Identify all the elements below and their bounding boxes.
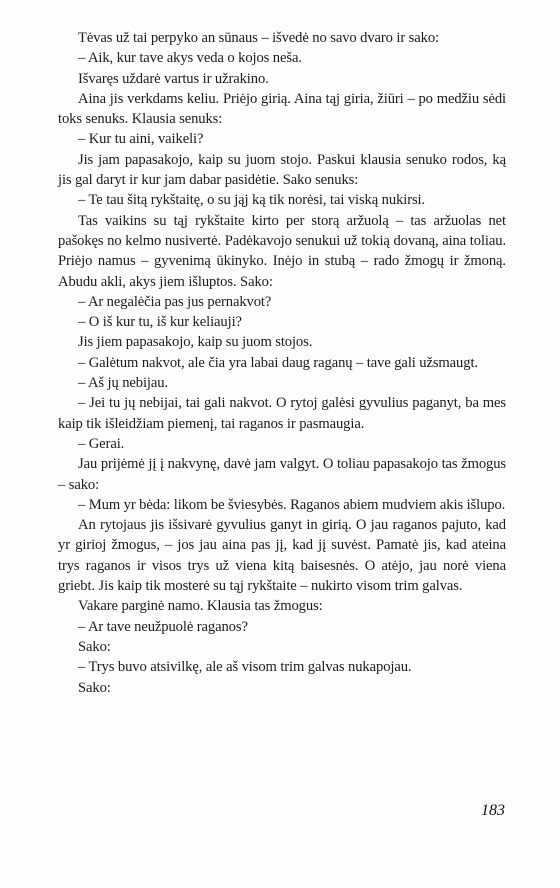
paragraph-11: Jis jiem papasakojo, kaip su juom stojos. [78, 334, 313, 351]
paragraph-18: An rytojaus jis išsivarė gyvulius ganyt in girią. O jau raganos pajuto, kad yr girioj žmogus, – jos jau aina pas jį, kad jį suvėst. Pamatė jis, kad ateina trys raganos ir visos trys už viena kitą baisesnės. O atėjo, jau norė viena griebt. Jis kaip tik mosterė su tąj rykštaite – nukirto visom trim galvas. [58, 517, 506, 595]
paragraph-4: Aina jis verkdams keliu. Priėjo girią. Aina tąj giria, žiūri – po medžiu sėdi toks senuks. Klausia senuks: [58, 90, 506, 128]
paragraph-5: – Kur tu aini, vaikeli? [78, 131, 204, 148]
paragraph-12: – Galėtum nakvot, ale čia yra labai daug raganų – tave gali užsmaugt. [78, 354, 478, 371]
paragraph-6: Jis jam papasakojo, kaip su juom stojo. Paskui klausia senuko rodos, ką jis gal daryt ir kur jam dabar pasidėtie. Sako senuks: [58, 151, 506, 189]
paragraph-16: Jau prijėmė jį į nakvynę, davė jam valgyt. O toliau papasakojo tas žmogus – sako: [58, 456, 506, 493]
paragraph-17: – Mum yr bėda: likom be šviesybės. Raganos abiem mudviem akis išlupo. [78, 496, 506, 513]
paragraph-2: – Aik, kur tave akys veda o kojos neša. [78, 50, 302, 67]
paragraph-14: – Jei tu jų nebijai, tai gali nakvot. O rytoj galėsi gyvulius paganyt, ba mes kaip tik išleidžiam piemenį, tai raganos ir pasmaugia. [58, 395, 506, 432]
paragraph-23: Sako: [78, 679, 111, 696]
paragraph-9: – Ar negalėčia pas jus pernakvot? [78, 293, 272, 310]
paragraph-10: – O iš kur tu, iš kur keliauji? [78, 314, 242, 331]
paragraph-8: Tas vaikins su tąj rykštaite kirto per storą aržuolą – tas aržuolas net pašokęs no kelmo nusivertė. Padėkavojo senukui už tokią dovaną, aina toliau. Priėjo namus – gyvenimą ūkinyko. Inėjo in stubą – rado žmogų ir žmoną. Abudu akli, akys jiem išluptos. Sako: [58, 212, 506, 290]
paragraph-22: – Trys buvo atsivilkę, ale aš visom trim galvas nukapojau. [78, 659, 412, 676]
paragraph-20: – Ar tave neužpuolė raganos? [78, 618, 248, 635]
paragraph-19: Vakare parginė namo. Klausia tas žmogus: [78, 598, 323, 615]
paragraph-1: Tėvas už tai perpyko an sūnaus – išvedė no savo dvaro ir sako: [78, 30, 439, 46]
story-text [58, 28, 506, 698]
paragraph-15: – Gerai. [78, 435, 125, 452]
paragraph-21: Sako: [78, 638, 111, 655]
paragraph-3: Išvaręs uždarė vartus ir užrakino. [78, 70, 269, 87]
paragraph-13: – Aš jų nebijau. [78, 375, 169, 392]
page-number: 183 [481, 802, 505, 819]
paragraph-7: – Te tau šitą rykštaitę, o su jąj ką tik norėsi, tai viską nukirsi. [78, 192, 426, 209]
